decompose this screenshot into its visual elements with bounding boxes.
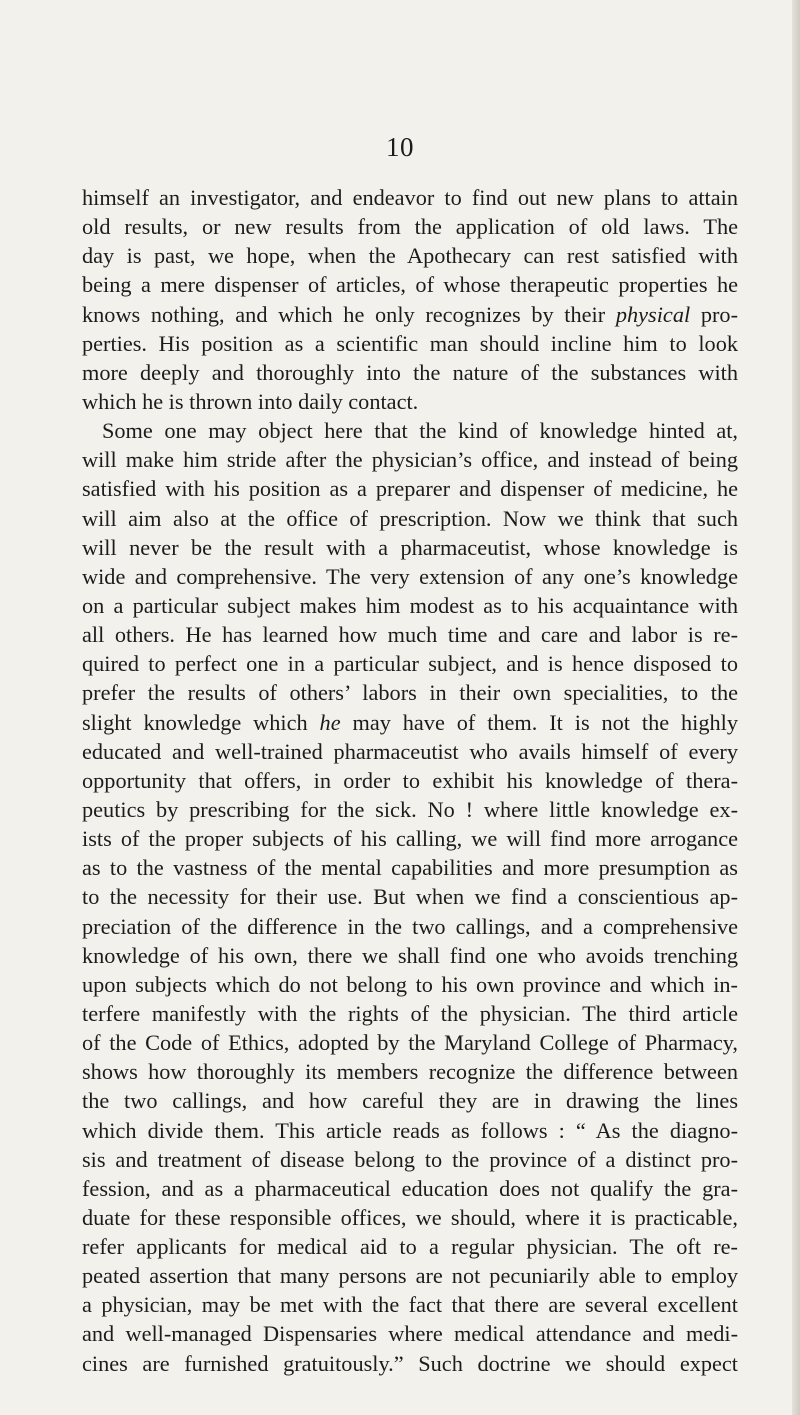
text-line: duate for these responsible offices, we should, where it is practicable, — [82, 1204, 738, 1230]
text-line: more deeply and thoroughly into the nature of the substances with — [82, 359, 738, 385]
text-fragment: pro- — [700, 301, 739, 327]
text-line: which divide them. This article reads as follows : “ As the diagno- — [82, 1117, 738, 1143]
text-line: on a particular subject makes him modest as to his acquaintance with — [82, 592, 738, 618]
text-line: terfere manifestly with the rights of the physician. The third article — [82, 1000, 738, 1026]
text-line: of the Code of Ethics, adopted by the Maryland College of Pharmacy, — [82, 1030, 738, 1056]
text-line: peutics by prescribing for the sick. No ! where little knowledge ex- — [82, 796, 738, 822]
page-edge — [792, 0, 800, 1415]
text-fragment: slight knowledge which — [82, 709, 308, 735]
text-line: old results, or new results from the application of old laws. The — [82, 214, 738, 240]
text-fragment: knows nothing, and which he only recognizes by their — [82, 301, 606, 327]
italic-word: physical — [615, 301, 691, 327]
text-line: the two callings, and how careful they are in drawing the lines — [82, 1088, 738, 1114]
text-line: as to the vastness of the mental capabilities and more presumption as — [82, 855, 738, 881]
text-line: shows how thoroughly its members recognize the difference between — [82, 1059, 738, 1085]
text-line: cines are furnished gratuitously.” Such doctrine we should expect — [82, 1350, 738, 1376]
text-fragment: may have of them. It is not the highly — [352, 709, 738, 735]
text-line: being a mere dispenser of articles, of whose therapeutic properties he — [82, 272, 738, 298]
text-line: preciation of the difference in the two callings, and a comprehensive — [82, 913, 738, 939]
text-line: will make him stride after the physician’s office, and instead of being — [82, 447, 738, 473]
text-line: upon subjects which do not belong to his own province and which in- — [82, 971, 738, 997]
text-line: quired to perfect one in a particular subject, and is hence disposed to — [82, 651, 738, 677]
text-line: and well-managed Dispensaries where medical attendance and medi- — [82, 1321, 738, 1347]
text-line: ists of the proper subjects of his calling, we will find more arrogance — [82, 826, 738, 852]
text-line: peated assertion that many persons are not pecuniarily able to employ — [82, 1263, 738, 1289]
text-line: satisfied with his position as a preparer and dispenser of medicine, he — [82, 476, 738, 502]
text-line — [82, 300, 738, 329]
text-line: day is past, we hope, when the Apothecary can rest satisfied with — [82, 243, 738, 269]
italic-word: he — [319, 709, 341, 735]
text-line: opportunity that offers, in order to exhibit his knowledge of thera- — [82, 767, 738, 793]
text-line: himself an investigator, and endeavor to find out new plans to attain — [82, 185, 738, 210]
text-line: Some one may object here that the kind of knowledge hinted at, — [102, 418, 738, 444]
text-line: fession, and as a pharmaceutical education does not qualify the gra- — [82, 1175, 738, 1201]
text-line: perties. His position as a scientific man should incline him to look — [82, 330, 738, 356]
text-line: knowledge of his own, there we shall find one who avoids trenching — [82, 942, 738, 968]
text-line: a physician, may be met with the fact that there are several excellent — [82, 1292, 738, 1318]
text-line — [82, 708, 738, 737]
text-line: all others. He has learned how much time and care and labor is re- — [82, 622, 738, 648]
body-text — [82, 183, 738, 1378]
text-line: to the necessity for their use. But when we find a conscientious ap- — [82, 884, 738, 910]
text-line: will aim also at the office of prescription. Now we think that such — [82, 505, 738, 531]
text-line: prefer the results of others’ labors in their own specialities, to the — [82, 680, 738, 706]
text-line: educated and well-trained pharmaceutist who avails himself of every — [82, 738, 738, 764]
text-line: wide and comprehensive. The very extension of any one’s knowledge — [82, 563, 738, 589]
text-line: which he is thrown into daily contact. — [82, 388, 419, 414]
text-line: sis and treatment of disease belong to the province of a distinct pro- — [82, 1146, 738, 1172]
text-line: will never be the result with a pharmaceutist, whose knowledge is — [82, 534, 738, 560]
text-line: refer applicants for medical aid to a regular physician. The oft re- — [82, 1234, 738, 1260]
page-number: 10 — [386, 132, 414, 162]
